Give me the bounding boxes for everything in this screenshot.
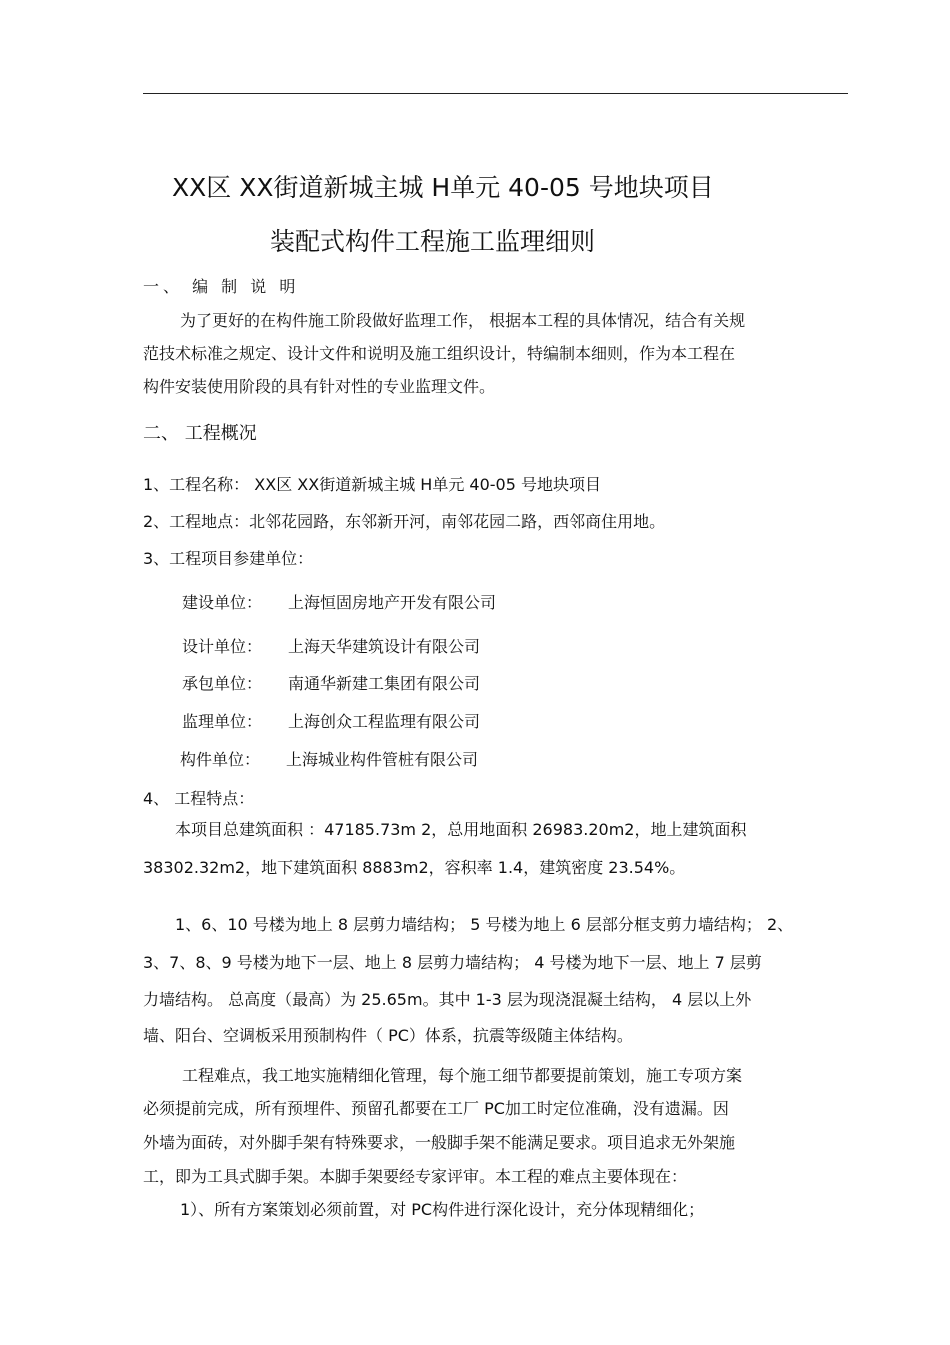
features-item: 4、 工程特点：	[143, 789, 255, 808]
difficulty-line-5: 1）、所有方案策划必须前置，对 PC构件进行深化设计，充分体现精细化；	[180, 1200, 705, 1219]
document-title-line-1: XX区 XX街道新城主城 H单元 40-05 号地块项目	[172, 173, 714, 202]
structure-line-1: 1、6、10 号楼为地上 8 层剪力墙结构； 5 号楼为地上 6 层部分框支剪力墙结构； 2、	[175, 915, 794, 934]
unit-label-design: 设计单位：	[182, 637, 263, 656]
project-location-item: 2、工程地点：北邻花园路，东邻新开河，南邻花园二路，西邻商住用地。	[143, 512, 666, 531]
difficulty-line-3: 外墙为面砖，对外脚手架有特殊要求，一般脚手架不能满足要求。项目追求无外架施	[143, 1133, 736, 1152]
intro-paragraph-line-1: 为了更好的在构件施工阶段做好监理工作， 根据本工程的具体情况，结合有关规	[180, 311, 746, 330]
unit-label-contractor: 承包单位：	[182, 674, 263, 693]
unit-value-construction: 上海恒固房地产开发有限公司	[288, 593, 497, 612]
unit-label-construction: 建设单位：	[182, 593, 263, 612]
participating-units-item: 3、工程项目参建单位：	[143, 549, 314, 568]
unit-value-contractor: 南通华新建工集团有限公司	[288, 674, 481, 693]
difficulty-line-4: 工，即为工具式脚手架。本脚手架要经专家评审。本工程的难点主要体现在：	[143, 1167, 688, 1186]
structure-line-2: 3、7、8、9 号楼为地下一层、地上 8 层剪力墙结构； 4 号楼为地下一层、地上 7 层剪	[143, 953, 762, 972]
document-title-line-2: 装配式构件工程施工监理细则	[270, 227, 596, 256]
structure-line-3: 力墙结构。 总高度（最高）为 25.65m。其中 1-3 层为现浇混凝土结构， 4 层以上外	[143, 990, 752, 1009]
header-rule	[143, 93, 848, 94]
unit-value-component: 上海城业构件管桩有限公司	[286, 750, 479, 769]
difficulty-line-1: 工程难点，我工地实施精细化管理，每个施工细节都要提前策划，施工专项方案	[182, 1066, 743, 1085]
features-line-1: 本项目总建筑面积 ：47185.73m 2，总用地面积 26983.20m2，地上建筑面积	[175, 820, 747, 839]
features-line-2: 38302.32m2，地下建筑面积 8883m2，容积率 1.4，建筑密度 23.54%。	[143, 858, 686, 877]
section-heading-1: 一、 编 制 说 明	[143, 277, 300, 296]
project-name-item: 1、工程名称： XX区 XX街道新城主城 H单元 40-05 号地块项目	[143, 475, 601, 494]
section-heading-2: 二、 工程概况	[143, 423, 257, 444]
structure-line-4: 墙、阳台、空调板采用预制构件（ PC）体系，抗震等级随主体结构。	[143, 1026, 633, 1045]
unit-label-component: 构件单位：	[180, 750, 261, 769]
intro-paragraph-line-2: 范技术标准之规定、设计文件和说明及施工组织设计，特编制本细则，作为本工程在	[143, 344, 736, 363]
unit-value-design: 上海天华建筑设计有限公司	[288, 637, 481, 656]
difficulty-line-2: 必须提前完成，所有预埋件、预留孔都要在工厂 PC加工时定位准确，没有遗漏。因	[143, 1099, 729, 1118]
unit-value-supervision: 上海创众工程监理有限公司	[288, 712, 481, 731]
unit-label-supervision: 监理单位：	[182, 712, 263, 731]
intro-paragraph-line-3: 构件安装使用阶段的具有针对性的专业监理文件。	[143, 377, 496, 396]
